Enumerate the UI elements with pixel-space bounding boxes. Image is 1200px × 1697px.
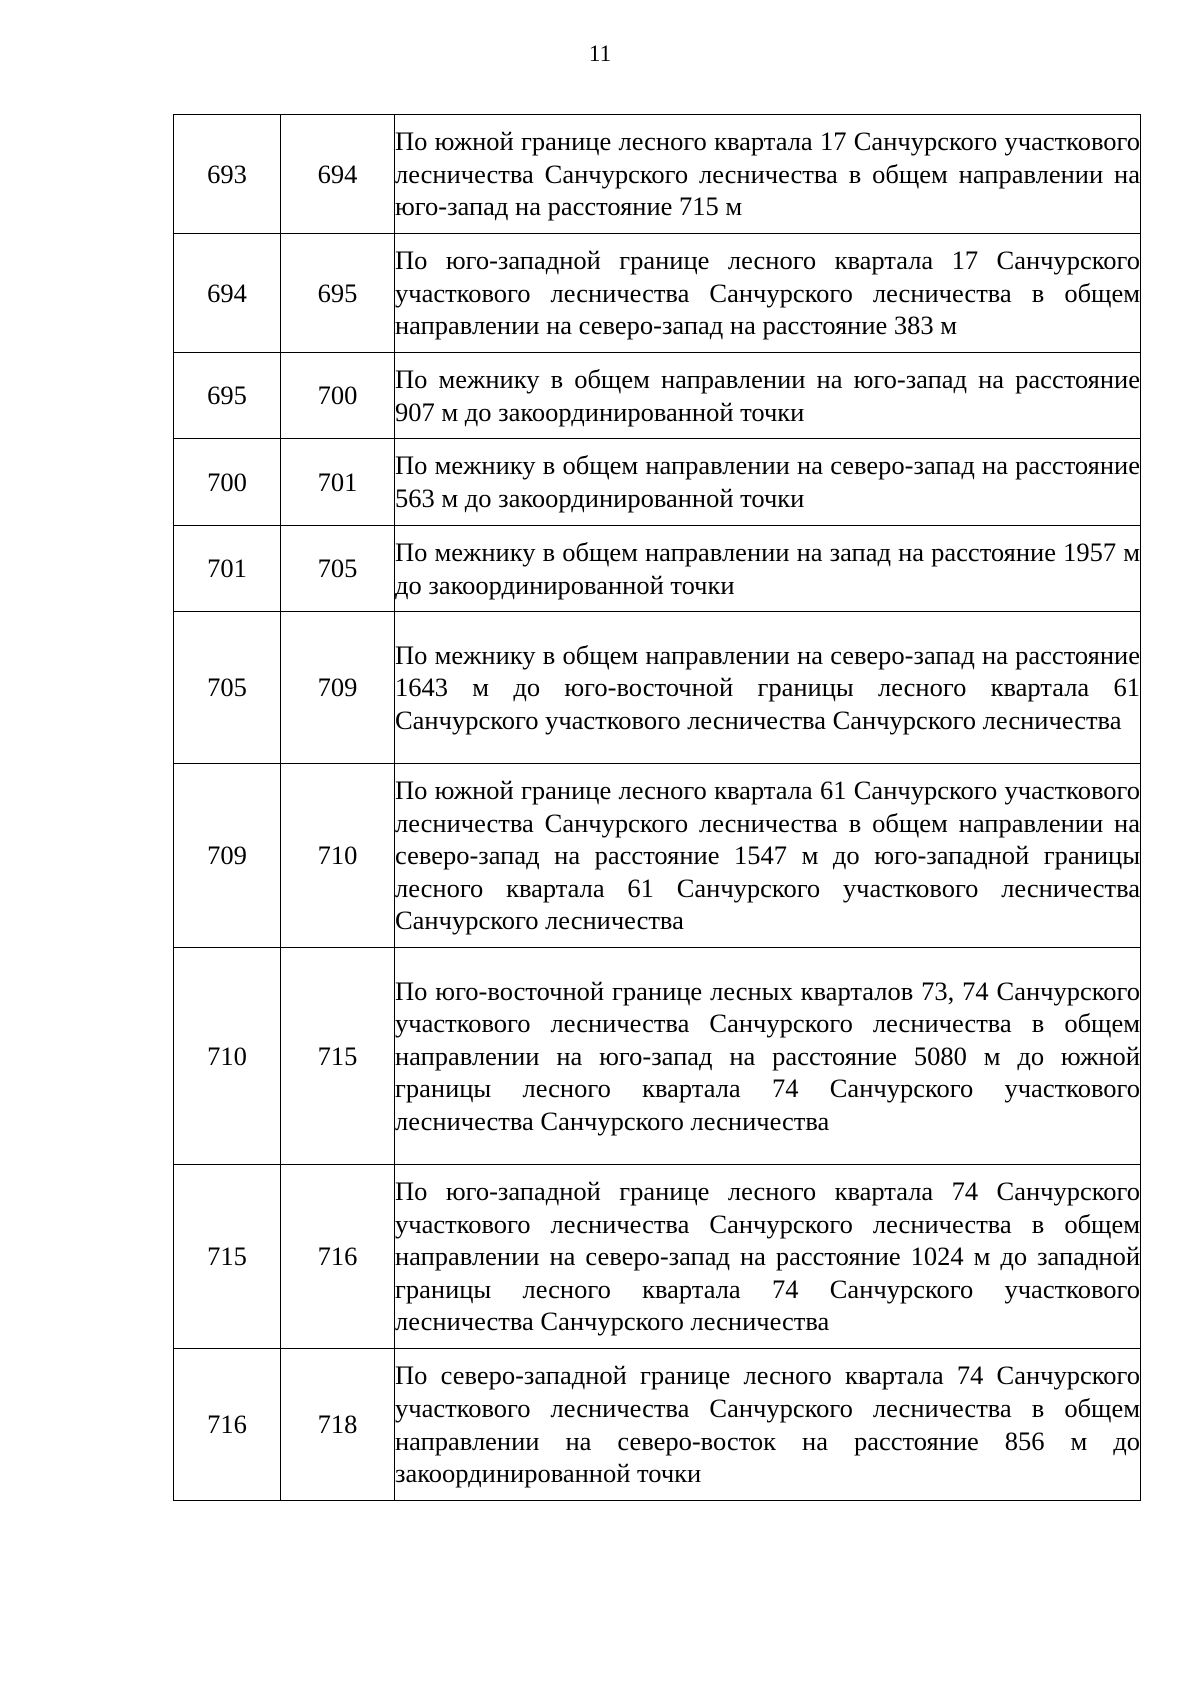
table-row [174,612,1141,764]
from-point-cell: 700 [174,439,281,526]
from-point-cell: 694 [174,234,281,353]
table-row [174,1165,1141,1349]
table-row [174,1349,1141,1501]
boundary-description-cell: По южной границе лесного квартала 17 Санчурского участкового лесничества Санчурского лесничества в общем направлении на юго-запад на расстояние 715 м [395,115,1141,234]
boundary-description-cell: По межнику в общем направлении на северо-запад на расстояние 563 м до закоординированной точки [395,439,1141,526]
boundary-description-cell: По межнику в общем направлении на северо-запад на расстояние 1643 м до юго-восточной границы лесного квартала 61 Санчурского участкового лесничества Санчурского лесничества [395,612,1141,764]
from-point-cell: 709 [174,764,281,948]
boundary-description-cell: По юго-восточной границе лесных кварталов 73, 74 Санчурского участкового лесничества Санчурского лесничества в общем направлении на юго-запад на расстояние 5080 м до южной границы лесного квартала 74 Санчурского участкового лесничества Санчурского лесничества [395,948,1141,1165]
to-point-cell: 718 [281,1349,395,1501]
table-row [174,948,1141,1165]
table-row [174,764,1141,948]
from-point-cell: 701 [174,526,281,612]
to-point-cell: 710 [281,764,395,948]
table-row [174,115,1141,234]
to-point-cell: 705 [281,526,395,612]
page-number: 11 [588,41,612,66]
from-point-cell: 705 [174,612,281,764]
from-point-cell: 693 [174,115,281,234]
to-point-cell: 701 [281,439,395,526]
table-row [174,526,1141,612]
to-point-cell: 700 [281,353,395,439]
to-point-cell: 716 [281,1165,395,1349]
to-point-cell: 709 [281,612,395,764]
boundary-description-cell: По юго-западной границе лесного квартала 17 Санчурского участкового лесничества Санчурского лесничества в общем направлении на северо-запад на расстояние 383 м [395,234,1141,353]
from-point-cell: 715 [174,1165,281,1349]
table-row [174,439,1141,526]
boundary-description-cell: По юго-западной границе лесного квартала 74 Санчурского участкового лесничества Санчурского лесничества в общем направлении на северо-запад на расстояние 1024 м до западной границы лесного квартала 74 Санчурского участкового лесничества Санчурского лесничества [395,1165,1141,1349]
boundary-description-cell: По южной границе лесного квартала 61 Санчурского участкового лесничества Санчурского лесничества в общем направлении на северо-запад на расстояние 1547 м до юго-западной границы лесного квартала 61 Санчурского участкового лесничества Санчурского лесничества [395,764,1141,948]
table-row [174,234,1141,353]
boundary-description-cell: По межнику в общем направлении на запад на расстояние 1957 м до закоординированной точки [395,526,1141,612]
to-point-cell: 694 [281,115,395,234]
from-point-cell: 710 [174,948,281,1165]
table-row [174,353,1141,439]
boundary-description-table [173,114,1141,1501]
boundary-description-cell: По северо-западной границе лесного квартала 74 Санчурского участкового лесничества Санчурского лесничества в общем направлении на северо-восток на расстояние 856 м до закоординированной точки [395,1349,1141,1501]
boundary-description-cell: По межнику в общем направлении на юго-запад на расстояние 907 м до закоординированной точки [395,353,1141,439]
from-point-cell: 716 [174,1349,281,1501]
to-point-cell: 715 [281,948,395,1165]
to-point-cell: 695 [281,234,395,353]
from-point-cell: 695 [174,353,281,439]
